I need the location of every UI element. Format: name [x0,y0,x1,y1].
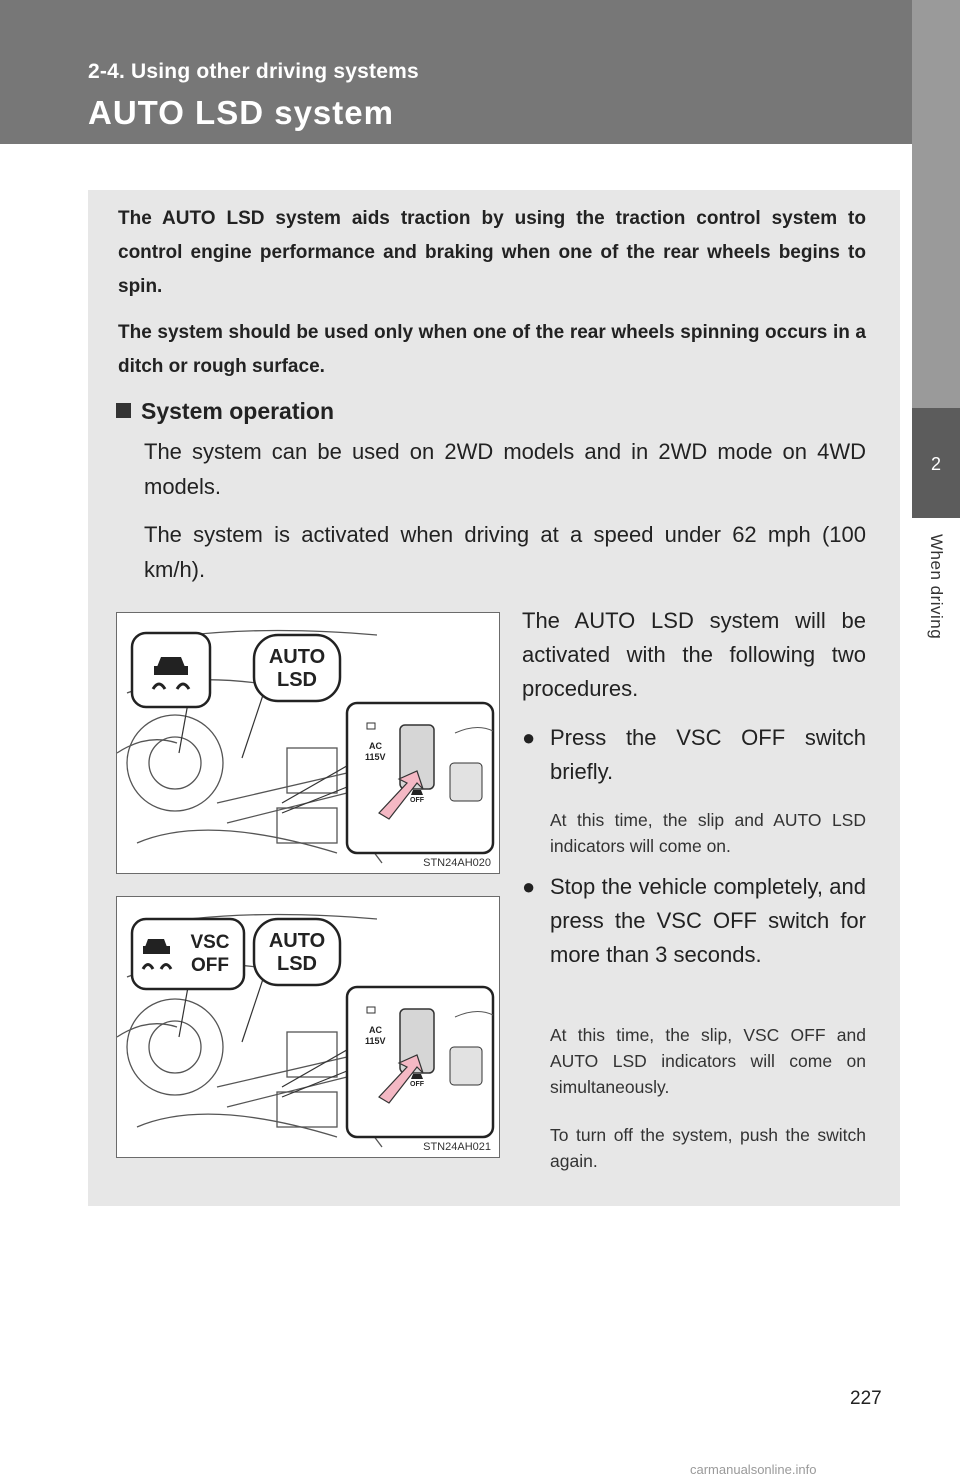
switch-panel-inset [347,987,493,1137]
procedures-lead: The AUTO LSD system will be activated with the following two procedures. [522,608,866,701]
chapter-number-tab: 2 [912,408,960,518]
procedure-item [522,870,866,972]
indicator-line2: LSD [277,669,317,691]
slip-indicator-bubble [132,633,210,707]
page-title: AUTO LSD system [88,94,394,131]
procedure-text: Stop the vehicle completely, and press the VSC OFF switch for more than 3 seconds. [550,874,866,967]
vsc-off-switch-icon [411,790,423,795]
bullet-dot-icon: ● [522,874,536,899]
subheading-system-operation [116,398,334,425]
outlet-label: AC [369,1025,382,1035]
vsc-off-switch-icon [411,1074,423,1079]
indicator-line1: AUTO [268,646,326,668]
indicator-line2: OFF [191,955,229,976]
chapter-name-tab [912,522,960,682]
dashboard-illustration [117,613,501,875]
voltage-label: 115V [365,1036,386,1046]
procedure-text: Press the VSC OFF switch briefly. [550,725,866,784]
voltage-label: 115V [365,752,386,762]
button-label: OFF [410,1081,424,1088]
auto-lsd-indicator-bubble [254,635,340,701]
side-tab-top [912,0,960,408]
switch-panel-inset [347,703,493,853]
auto-lsd-indicator-bubble [254,919,340,985]
figure-code: STN24AH020 [423,857,491,869]
subheading-text: System operation [141,398,334,424]
indicator-line1: VSC [190,932,230,953]
intro-paragraph: The system should be used only when one of the rear wheels spinning occurs in a ditch or rough surface. [118,322,866,377]
procedure-item [522,721,866,789]
procedure-note: At this time, the slip, VSC OFF and AUTO LSD indicators will come on simultaneously. [550,1025,866,1097]
section-label: 2-4. Using other driving systems [88,60,419,83]
bullet-dot-icon: ● [522,725,536,750]
procedure-note: At this time, the slip and AUTO LSD indicators will come on. [550,810,866,856]
figure-code: STN24AH021 [423,1141,491,1153]
indicator-line2: LSD [277,953,317,975]
body-paragraph: The system is activated when driving at a speed under 62 mph (100 km/h). [144,522,866,582]
square-bullet-icon [116,403,131,418]
chapter-name: When driving [927,534,946,640]
watermark: carmanualsonline.info [690,1462,817,1477]
outlet-label: AC [369,741,382,751]
figure-dashboard-2 [116,896,500,1158]
dashboard-illustration [117,897,501,1159]
procedure-note: To turn off the system, push the switch again. [550,1125,866,1171]
body-paragraph: The system can be used on 2WD models and in 2WD mode on 4WD models. [144,439,866,499]
button-label: OFF [410,797,424,804]
figure-dashboard-1 [116,612,500,874]
indicator-line1: AUTO [268,930,326,952]
vsc-off-indicator-bubble [132,919,244,989]
page-number: 227 [850,1388,882,1409]
intro-paragraph: The AUTO LSD system aids traction by using the traction control system to control engine performance and braking when one of the rear wheels begins to spin. [118,208,866,297]
